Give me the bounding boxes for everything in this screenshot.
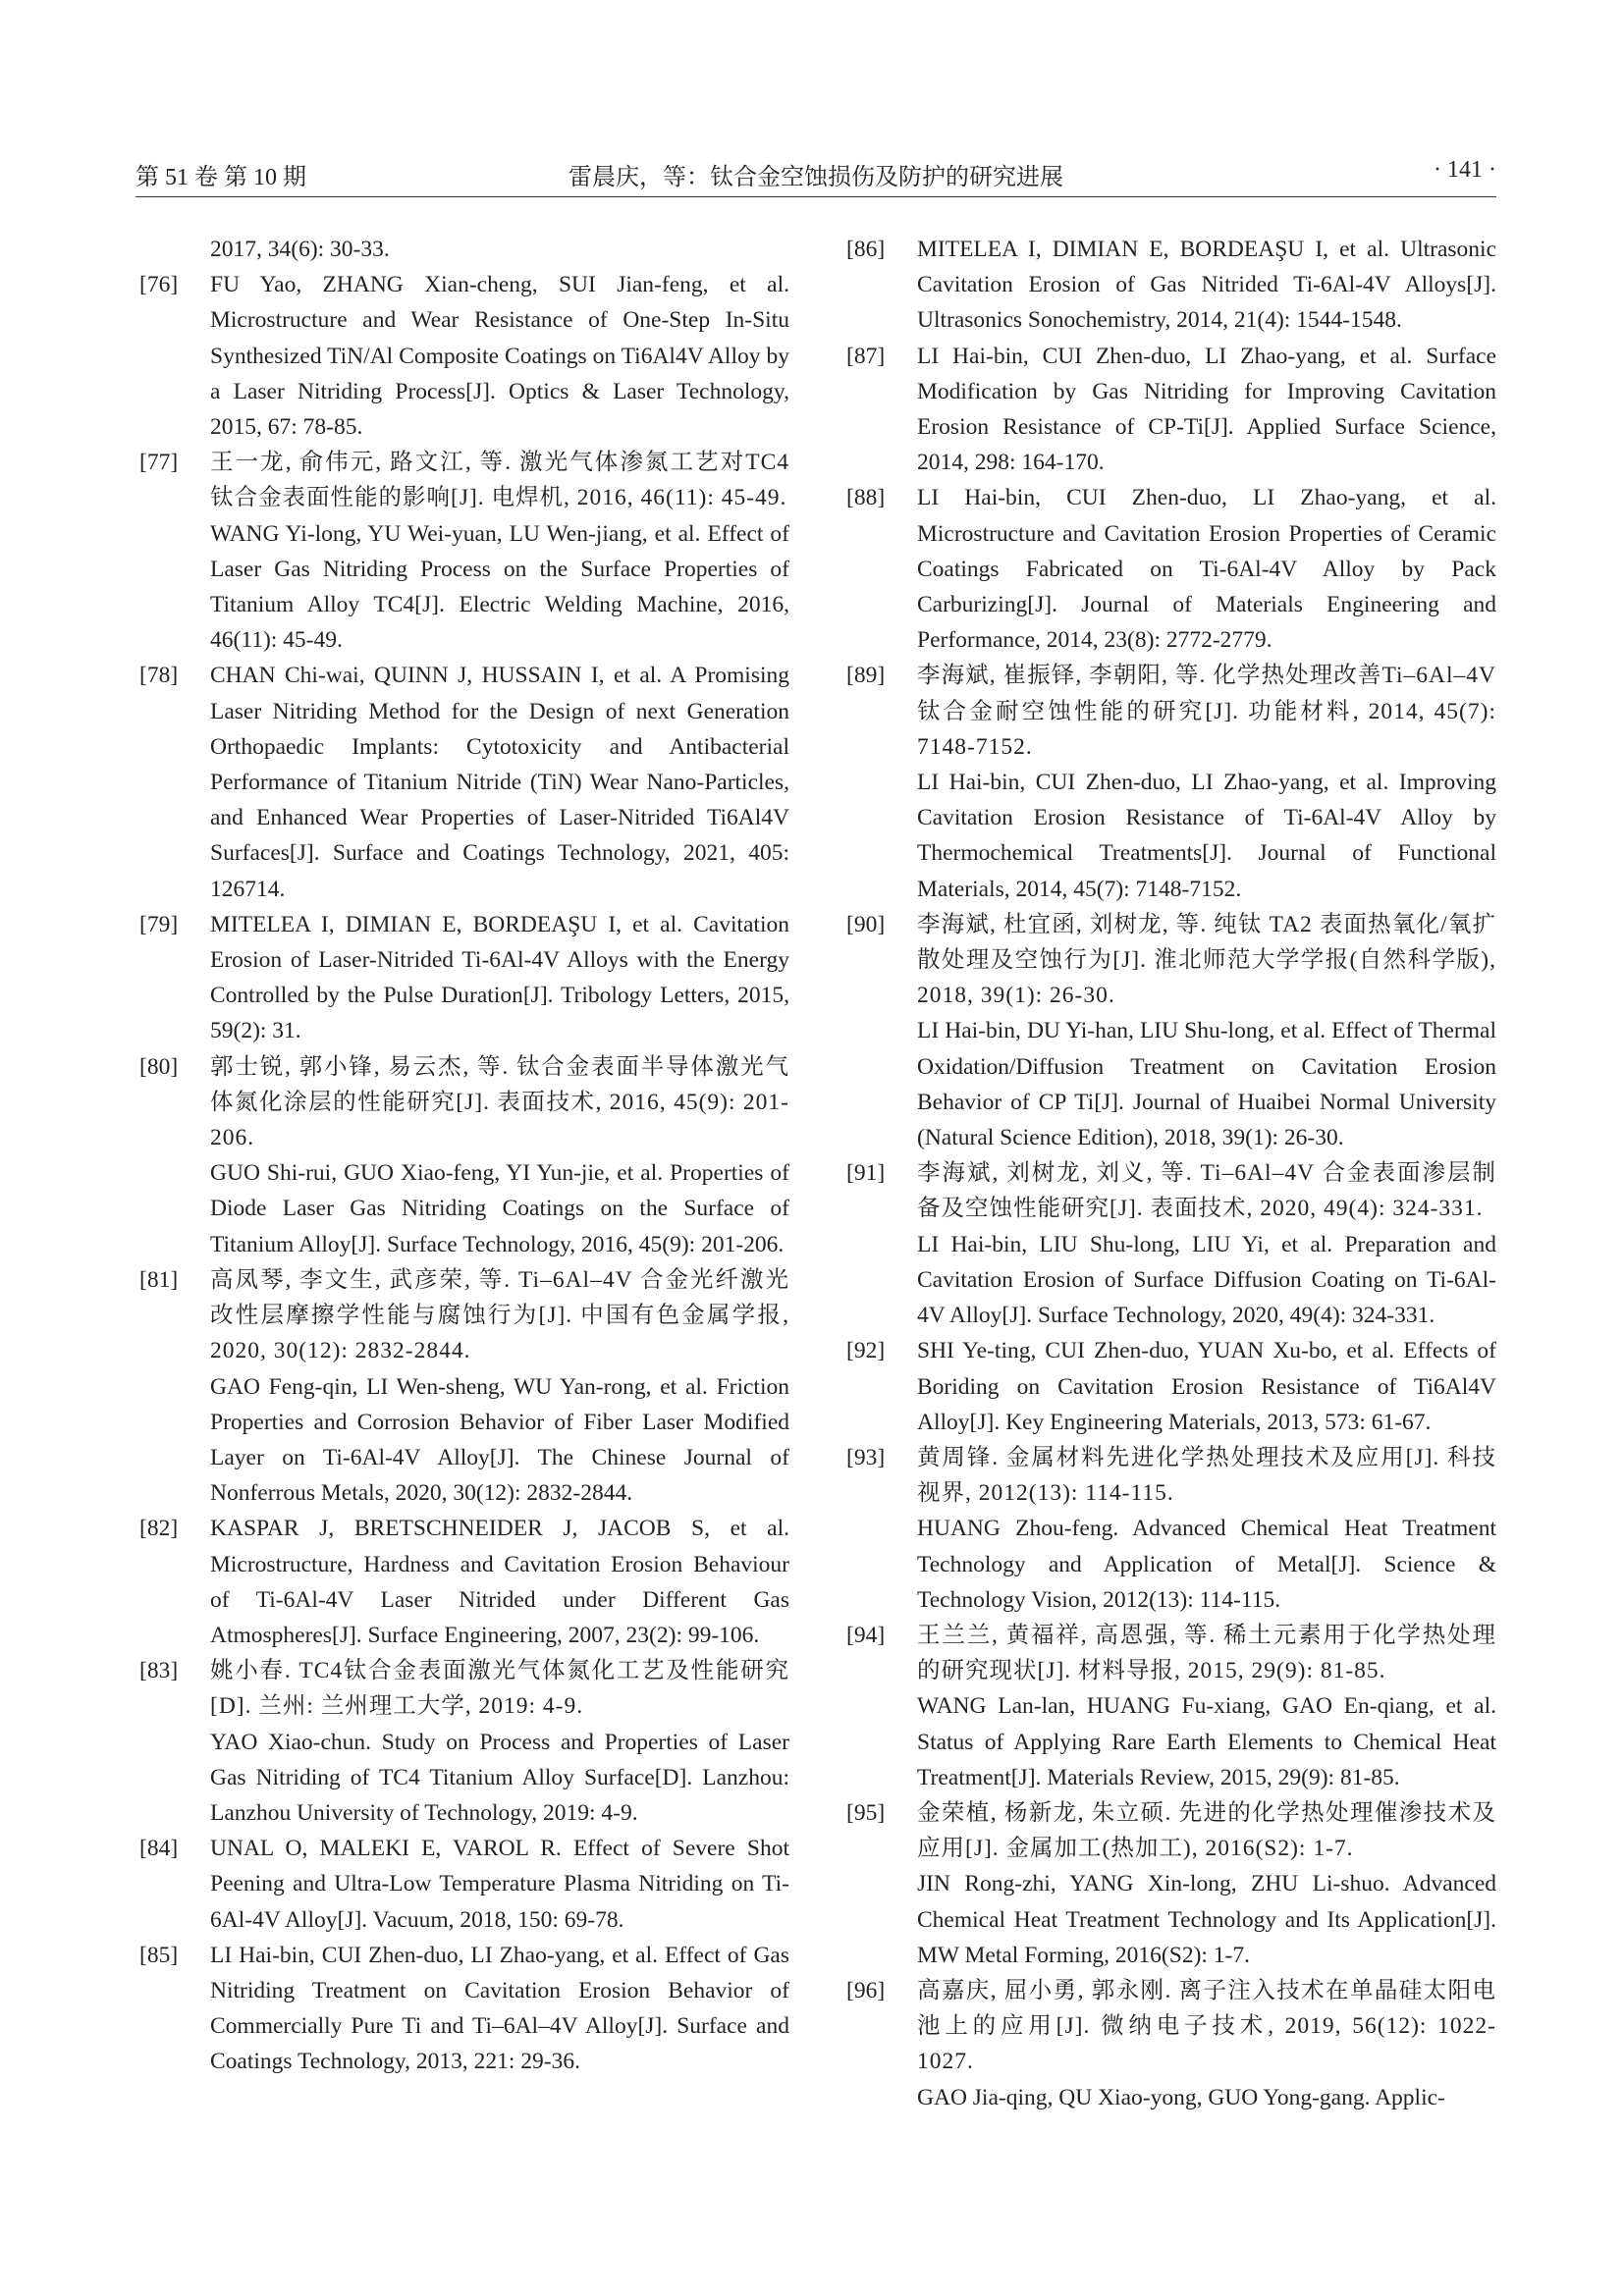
running-header: [135, 157, 1496, 192]
reference-number: [87]: [846, 343, 886, 369]
reference-text: CHAN Chi-wai, QUINN J, HUSSAIN I, et al. A Promising Laser Nitriding Method for the Design of next Generation Orthopaedic Implants: Cytotoxicity and Antibacterial Performance of Titanium Nitride (TiN) Wear Nano-Particles, and Enhanced Wear Properties of Laser-Nitrided Ti6Al4V Surfaces[J]. Surface and Coatings Technology, 2021, 405: 126714.: [210, 663, 789, 902]
reference-translation: GUO Shi-rui, GUO Xiao-feng, YI Yun-jie, et al. Properties of Diode Laser Gas Nitriding Coatings on the Surface of Titanium Alloy[J]. Surface Technology, 2016, 45(9): 201-206.: [210, 1160, 789, 1257]
reference-translation: HUANG Zhou-feng. Advanced Chemical Heat Treatment Technology and Application of Metal[J]. Science & Technology Vision, 2012(13): 114-115.: [917, 1516, 1496, 1613]
reference-text: 黄周锋. 金属材料先进化学热处理技术及应用[J]. 科技视界, 2012(13): 114-115.: [917, 1444, 1496, 1507]
reference-translation: WANG Lan-lan, HUANG Fu-xiang, GAO En-qiang, et al. Status of Applying Rare Earth Elements to Chemical Heat Treatment[J]. Materials Review, 2015, 29(9): 81-85.: [917, 1693, 1496, 1790]
reference-text: 王兰兰, 黄福祥, 高恩强, 等. 稀土元素用于化学热处理的研究现状[J]. 材料导报, 2015, 29(9): 81-85.: [917, 1622, 1496, 1684]
reference-text: 2017, 34(6): 30-33.: [210, 237, 390, 262]
running-title: 雷晨庆，等：钛合金空蚀损伤及防护的研究进展: [568, 165, 1063, 190]
reference-translation: WANG Yi-long, YU Wei-yuan, LU Wen-jiang, et al. Effect of Laser Gas Nitriding Process on the Surface Properties of Titanium Alloy TC4[J]. Electric Welding Machine, 2016, 46(11): 45-49.: [210, 520, 789, 654]
reference-text: UNAL O, MALEKI E, VAROL R. Effect of Severe Shot Peening and Ultra-Low Temperature Plasma Nitriding on Ti-6Al-4V Alloy[J]. Vacuum, 2018, 150: 69-78.: [210, 1836, 789, 1933]
reference-item: [842, 1333, 1496, 1440]
reference-number: [84]: [139, 1836, 179, 1862]
reference-item: [135, 1831, 789, 1938]
reference-text: FU Yao, ZHANG Xian-cheng, SUI Jian-feng, et al. Microstructure and Wear Resistance of One-Step In-Situ Synthesized TiN/Al Composite Coatings on Ti6Al4V Alloy by a Laser Nitriding Process[J]. Optics & Laser Technology, 2015, 67: 78-85.: [210, 272, 789, 441]
reference-number: [94]: [846, 1622, 886, 1648]
reference-number: [88]: [846, 485, 886, 511]
reference-number: [92]: [846, 1338, 886, 1364]
reference-text: 郭士锐, 郭小锋, 易云杰, 等. 钛合金表面半导体激光气体氮化涂层的性能研究[J]. 表面技术, 2016, 45(9): 201-206.: [210, 1053, 789, 1151]
reference-text: 高凤琴, 李文生, 武彦荣, 等. Ti–6Al–4V 合金光纤激光改性层摩擦学性能与腐蚀行为[J]. 中国有色金属学报, 2020, 30(12): 2832-2844.: [210, 1266, 789, 1364]
reference-text: 姚小春. TC4钛合金表面激光气体氮化工艺及性能研究[D]. 兰州: 兰州理工大学, 2019: 4-9.: [210, 1658, 789, 1720]
reference-text: MITELEA I, DIMIAN E, BORDEAŞU I, et al. Cavitation Erosion of Laser-Nitrided Ti-6Al-4V Alloys with the Energy Controlled by the Pulse Duration[J]. Tribology Letters, 2015, 59(2): 31.: [210, 911, 789, 1044]
reference-number: [90]: [846, 911, 886, 937]
reference-number: [95]: [846, 1799, 886, 1826]
reference-number: [91]: [846, 1160, 886, 1187]
reference-item: [135, 1938, 789, 2080]
reference-text: KASPAR J, BRETSCHNEIDER J, JACOB S, et al. Microstructure, Hardness and Cavitation Erosion Behaviour of Ti-6Al-4V Laser Nitrided under Different Gas Atmospheres[J]. Surface Engineering, 2007, 23(2): 99-106.: [210, 1516, 789, 1648]
reference-number: [86]: [846, 237, 886, 262]
reference-translation: LI Hai-bin, DU Yi-han, LIU Shu-long, et al. Effect of Thermal Oxidation/Diffusion Treatment on Cavitation Erosion Behavior of CP Ti[J]. Journal of Huaibei Normal University (Natural Science Edition), 2018, 39(1): 26-30.: [917, 1018, 1496, 1151]
reference-item: [842, 480, 1496, 658]
reference-number: [79]: [139, 911, 179, 937]
reference-number: [93]: [846, 1444, 886, 1470]
reference-number: [80]: [139, 1053, 179, 1080]
reference-number: [89]: [846, 663, 886, 689]
reference-number: [78]: [139, 663, 179, 689]
reference-item: [135, 658, 789, 906]
reference-number: [77]: [139, 450, 179, 476]
reference-number: [82]: [139, 1516, 179, 1542]
page-number: · 141 ·: [1434, 157, 1496, 183]
reference-item: [842, 1618, 1496, 1795]
reference-text: 金荣植, 杨新龙, 朱立硕. 先进的化学热处理催渗技术及应用[J]. 金属加工(热加工), 2016(S2): 1-7.: [917, 1799, 1496, 1862]
reference-item: [842, 1440, 1496, 1618]
reference-item: [842, 1973, 1496, 2115]
reference-text: 李海斌, 崔振铎, 李朝阳, 等. 化学热处理改善Ti–6Al–4V 钛合金耐空蚀性能的研究[J]. 功能材料, 2014, 45(7): 7148-7152.: [917, 663, 1496, 760]
reference-text: SHI Ye-ting, CUI Zhen-duo, YUAN Xu-bo, et al. Effects of Boriding on Cavitation Erosion Resistance of Ti6Al4V Alloy[J]. Key Engineering Materials, 2013, 573: 61-67.: [917, 1338, 1496, 1435]
reference-text: MITELEA I, DIMIAN E, BORDEAŞU I, et al. Ultrasonic Cavitation Erosion of Gas Nitrided Ti-6Al-4V Alloys[J]. Ultrasonics Sonochemistry, 2014, 21(4): 1544-1548.: [917, 237, 1496, 334]
reference-column-right: [842, 232, 1496, 2115]
reference-item: [135, 267, 789, 445]
reference-item: [135, 907, 789, 1049]
reference-translation: JIN Rong-zhi, YANG Xin-long, ZHU Li-shuo. Advanced Chemical Heat Treatment Technology and Its Application[J]. MW Metal Forming, 2016(S2): 1-7.: [917, 1871, 1496, 1968]
reference-text: LI Hai-bin, CUI Zhen-duo, LI Zhao-yang, et al. Microstructure and Cavitation Erosion Properties of Ceramic Coatings Fabricated on Ti-6Al-4V Alloy by Pack Carburizing[J]. Journal of Materials Engineering and Performance, 2014, 23(8): 2772-2779.: [917, 485, 1496, 654]
reference-text: 李海斌, 杜宜函, 刘树龙, 等. 纯钛 TA2 表面热氧化/氧扩散处理及空蚀行为[J]. 淮北师范大学学报(自然科学版), 2018, 39(1): 26-30.: [917, 911, 1496, 1009]
reference-translation: LI Hai-bin, CUI Zhen-duo, LI Zhao-yang, et al. Improving Cavitation Erosion Resistance of Ti-6Al-4V Alloy by Thermochemical Treatments[J]. Journal of Functional Materials, 2014, 45(7): 7148-7152.: [917, 770, 1496, 902]
reference-number: [76]: [139, 272, 179, 298]
reference-number: [96]: [846, 1977, 886, 2003]
reference-column-left: [135, 232, 789, 2080]
reference-text: LI Hai-bin, CUI Zhen-duo, LI Zhao-yang, et al. Surface Modification by Gas Nitriding for Improving Cavitation Erosion Resistance of CP-Ti[J]. Applied Surface Science, 2014, 298: 164-170.: [917, 343, 1496, 476]
reference-item: [842, 907, 1496, 1155]
reference-item: [842, 658, 1496, 906]
reference-item: [135, 1049, 789, 1262]
header-rule: [135, 196, 1496, 197]
reference-number: [85]: [139, 1942, 179, 1968]
reference-number: [83]: [139, 1658, 179, 1684]
reference-text: LI Hai-bin, CUI Zhen-duo, LI Zhao-yang, et al. Effect of Gas Nitriding Treatment on Cavitation Erosion Behavior of Commercially Pure Ti and Ti–6Al–4V Alloy[J]. Surface and Coatings Technology, 2013, 221: 29-36.: [210, 1942, 789, 2075]
reference-translation: GAO Feng-qin, LI Wen-sheng, WU Yan-rong, et al. Friction Properties and Corrosion Behavior of Fiber Laser Modified Layer on Ti-6Al-4V Alloy[J]. The Chinese Journal of Nonferrous Metals, 2020, 30(12): 2832-2844.: [210, 1373, 789, 1507]
reference-text: 高嘉庆, 屈小勇, 郭永刚. 离子注入技术在单晶硅太阳电池上的应用[J]. 微纳电子技术, 2019, 56(12): 1022-1027.: [917, 1977, 1496, 2075]
reference-translation: GAO Jia-qing, QU Xiao-yong, GUO Yong-gang. Applic-: [917, 2084, 1445, 2110]
reference-item: [135, 1262, 789, 1511]
reference-translation: YAO Xiao-chun. Study on Process and Properties of Laser Gas Nitriding of TC4 Titanium Alloy Surface[D]. Lanzhou: Lanzhou University of Technology, 2019: 4-9.: [210, 1729, 789, 1826]
reference-item: [135, 1511, 789, 1653]
reference-item: [842, 1795, 1496, 1973]
reference-item: [135, 1653, 789, 1831]
reference-text: 李海斌, 刘树龙, 刘义, 等. Ti–6Al–4V 合金表面渗层制备及空蚀性能研究[J]. 表面技术, 2020, 49(4): 324-331.: [917, 1160, 1496, 1222]
reference-item: [842, 1155, 1496, 1333]
reference-text: 王一龙, 俞伟元, 路文江, 等. 激光气体渗氮工艺对TC4 钛合金表面性能的影响[J]. 电焊机, 2016, 46(11): 45-49.: [210, 450, 789, 511]
reference-item: [842, 339, 1496, 481]
reference-translation: LI Hai-bin, LIU Shu-long, LIU Yi, et al. Preparation and Cavitation Erosion of Surface Diffusion Coating on Ti-6Al-4V Alloy[J]. Surface Technology, 2020, 49(4): 324-331.: [917, 1231, 1496, 1329]
reference-number: [81]: [139, 1266, 179, 1293]
issue-label: 第 51 卷 第 10 期: [135, 165, 306, 190]
reference-item: [135, 232, 789, 267]
reference-item: [135, 445, 789, 658]
reference-item: [842, 232, 1496, 339]
